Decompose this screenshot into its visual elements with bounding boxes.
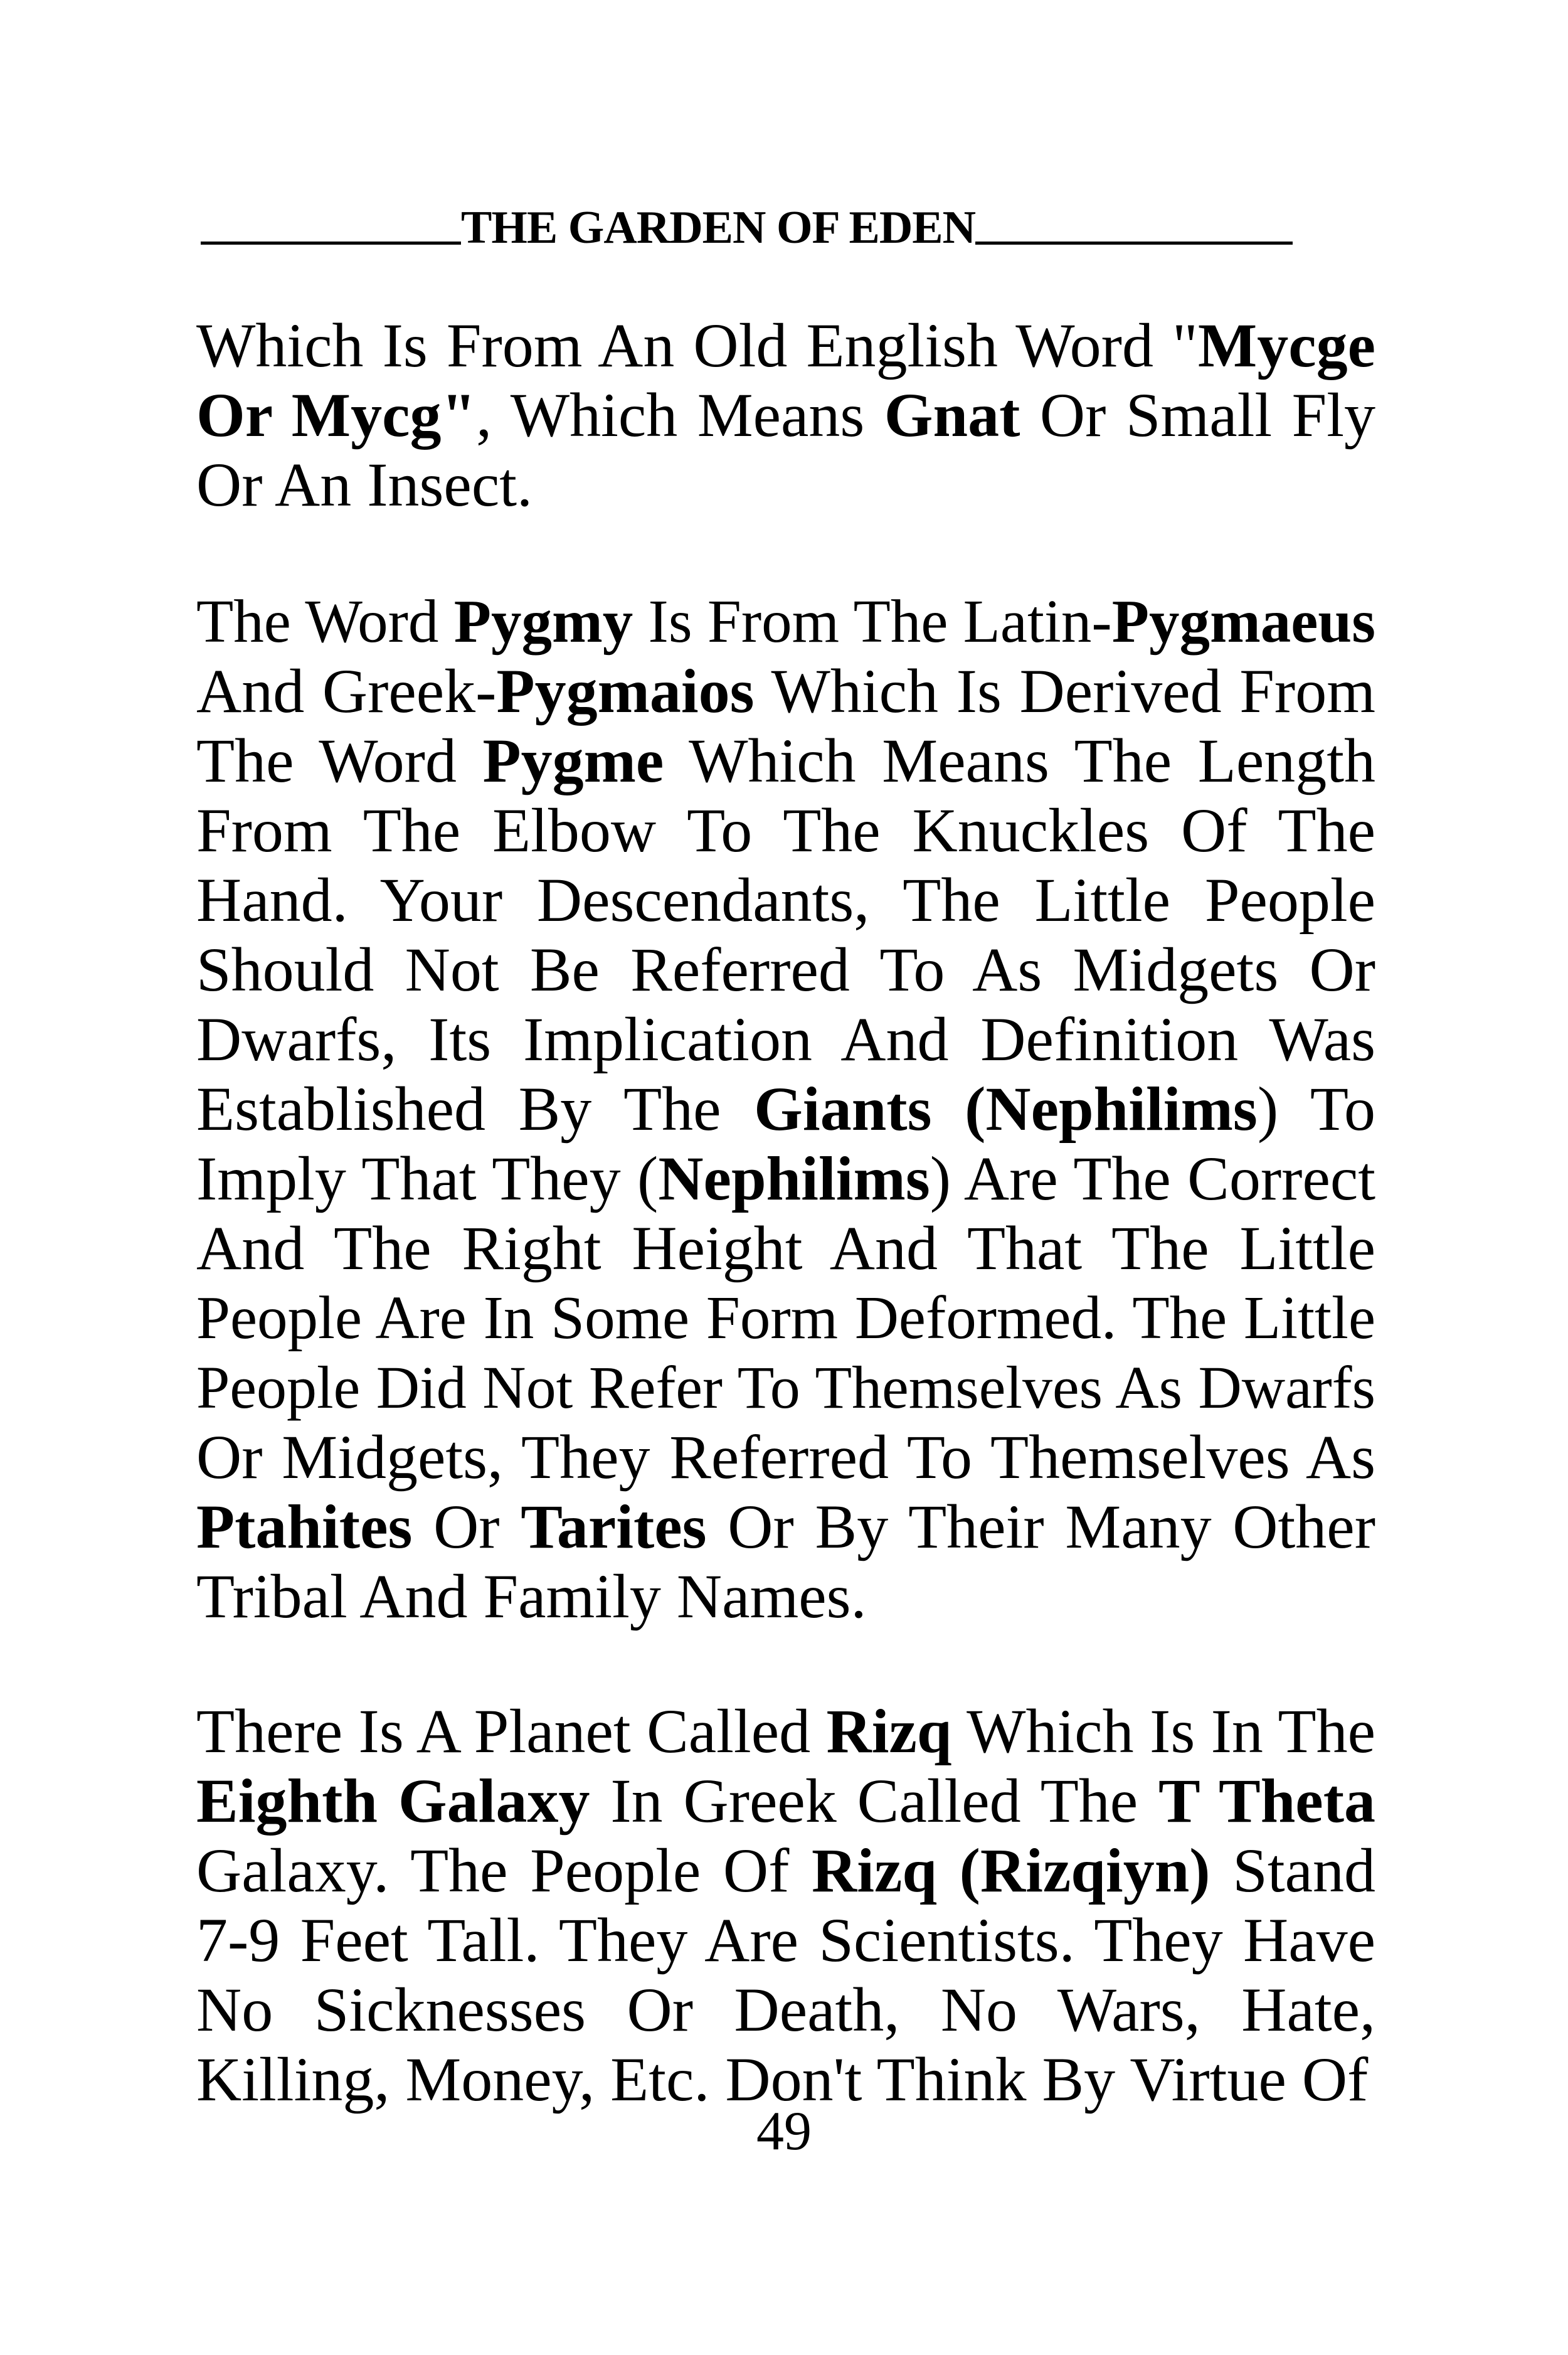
bold-term: Eighth Galaxy <box>196 1766 590 1836</box>
text-run: Which Is In The <box>951 1696 1375 1766</box>
text-line <box>196 1836 1375 1905</box>
text-line <box>196 1492 1375 1561</box>
text-line <box>196 865 1375 935</box>
text-line <box>196 935 1375 1004</box>
text-line <box>196 726 1375 795</box>
bold-term: Nephilims <box>658 1144 930 1213</box>
text-run: People Are In Some Form Deformed. The Little <box>196 1284 1375 1351</box>
text-run: People Did Not Refer To Themselves As Dwarfs <box>196 1354 1375 1421</box>
text-line <box>196 311 1375 380</box>
paragraph-pygmy <box>196 587 1375 1631</box>
text-run: ) Are The Correct <box>930 1144 1376 1213</box>
text-line <box>196 1422 1375 1492</box>
paragraph-mycge <box>196 311 1375 519</box>
text-run: And Greek- <box>196 656 497 726</box>
text-run: Dwarfs, Its Implication And Definition Was <box>196 1004 1375 1074</box>
text-run: And The Right Height And That The Little <box>196 1213 1375 1283</box>
text-line <box>196 1144 1375 1213</box>
text-run: Is From The Latin- <box>633 588 1112 655</box>
bold-term: Pygmaios <box>496 656 755 726</box>
text-run: There Is A Planet Called <box>196 1696 827 1766</box>
text-run: Hand. Your Descendants, The Little People <box>196 865 1375 935</box>
text-line <box>196 1696 1375 1766</box>
bold-term: Gnat <box>884 380 1020 450</box>
bold-term: Rizq (Rizqiyn) <box>812 1836 1210 1905</box>
text-run: Established By The <box>196 1074 755 1144</box>
bold-term: Or Mycg" <box>196 380 477 450</box>
text-line <box>196 1213 1375 1283</box>
text-line <box>196 587 1375 656</box>
text-line <box>196 795 1375 865</box>
text-run: The Word <box>196 588 454 655</box>
text-run: Stand <box>1210 1836 1376 1905</box>
text-line <box>196 1561 1375 1631</box>
text-run: ) To <box>1257 1074 1375 1144</box>
bold-term: Mycge <box>1197 311 1375 380</box>
text-line <box>196 1905 1375 1975</box>
running-header <box>201 199 1367 256</box>
text-run: Or <box>412 1492 521 1561</box>
text-line <box>196 1353 1375 1422</box>
text-run: From The Elbow To The Knuckles Of The <box>196 795 1375 865</box>
text-run: Killing, Money, Etc. Don't Think By Virtue Of <box>196 2044 1369 2114</box>
text-run: In Greek Called The <box>590 1766 1159 1836</box>
text-run: Which Is From An Old English Word " <box>196 311 1198 380</box>
bold-term: Rizq <box>826 1696 952 1766</box>
bold-term: Giants (Nephilims <box>754 1074 1258 1144</box>
text-run: 7-9 Feet Tall. They Are Scientists. They Have <box>196 1905 1375 1975</box>
bold-term: T Theta <box>1158 1766 1375 1836</box>
header-title: THE GARDEN OF EDEN <box>461 202 976 253</box>
bold-term: Ptahites <box>196 1492 413 1561</box>
text-run: Should Not Be Referred To As Midgets Or <box>196 935 1375 1004</box>
text-run: Or Midgets, They Referred To Themselves As <box>196 1422 1375 1492</box>
bold-term: Pygme <box>482 726 664 795</box>
text-run: No Sicknesses Or Death, No Wars, Hate, <box>196 1975 1375 2044</box>
text-run: Galaxy. The People Of <box>196 1836 812 1905</box>
paragraph-rizq <box>196 1696 1375 2114</box>
text-run: Imply That They ( <box>196 1144 659 1213</box>
text-run: Or Small Fly <box>1020 380 1375 450</box>
text-line <box>196 380 1375 450</box>
header-rule-right <box>975 242 1293 245</box>
header-rule-left <box>201 242 461 245</box>
text-run: Or An Insect. <box>196 450 532 519</box>
text-line <box>196 450 1375 519</box>
text-line <box>196 1975 1375 2044</box>
text-line <box>196 656 1375 726</box>
text-line <box>196 1283 1375 1353</box>
text-run: Or By Their Many Other <box>706 1492 1375 1561</box>
text-run: The Word <box>196 726 483 795</box>
text-line <box>196 1766 1375 1836</box>
text-run: Which Is Derived From <box>754 656 1375 726</box>
bold-term: Pygmaeus <box>1111 588 1375 655</box>
bold-term: Tarites <box>521 1492 707 1561</box>
text-run: , Which Means <box>476 380 884 450</box>
text-run: Tribal And Family Names. <box>196 1561 867 1631</box>
page-number: 49 <box>756 2101 812 2162</box>
bold-term: Pygmy <box>453 588 633 655</box>
text-line <box>196 1004 1375 1074</box>
text-line <box>196 1074 1375 1144</box>
text-run: Which Means The Length <box>664 726 1375 795</box>
